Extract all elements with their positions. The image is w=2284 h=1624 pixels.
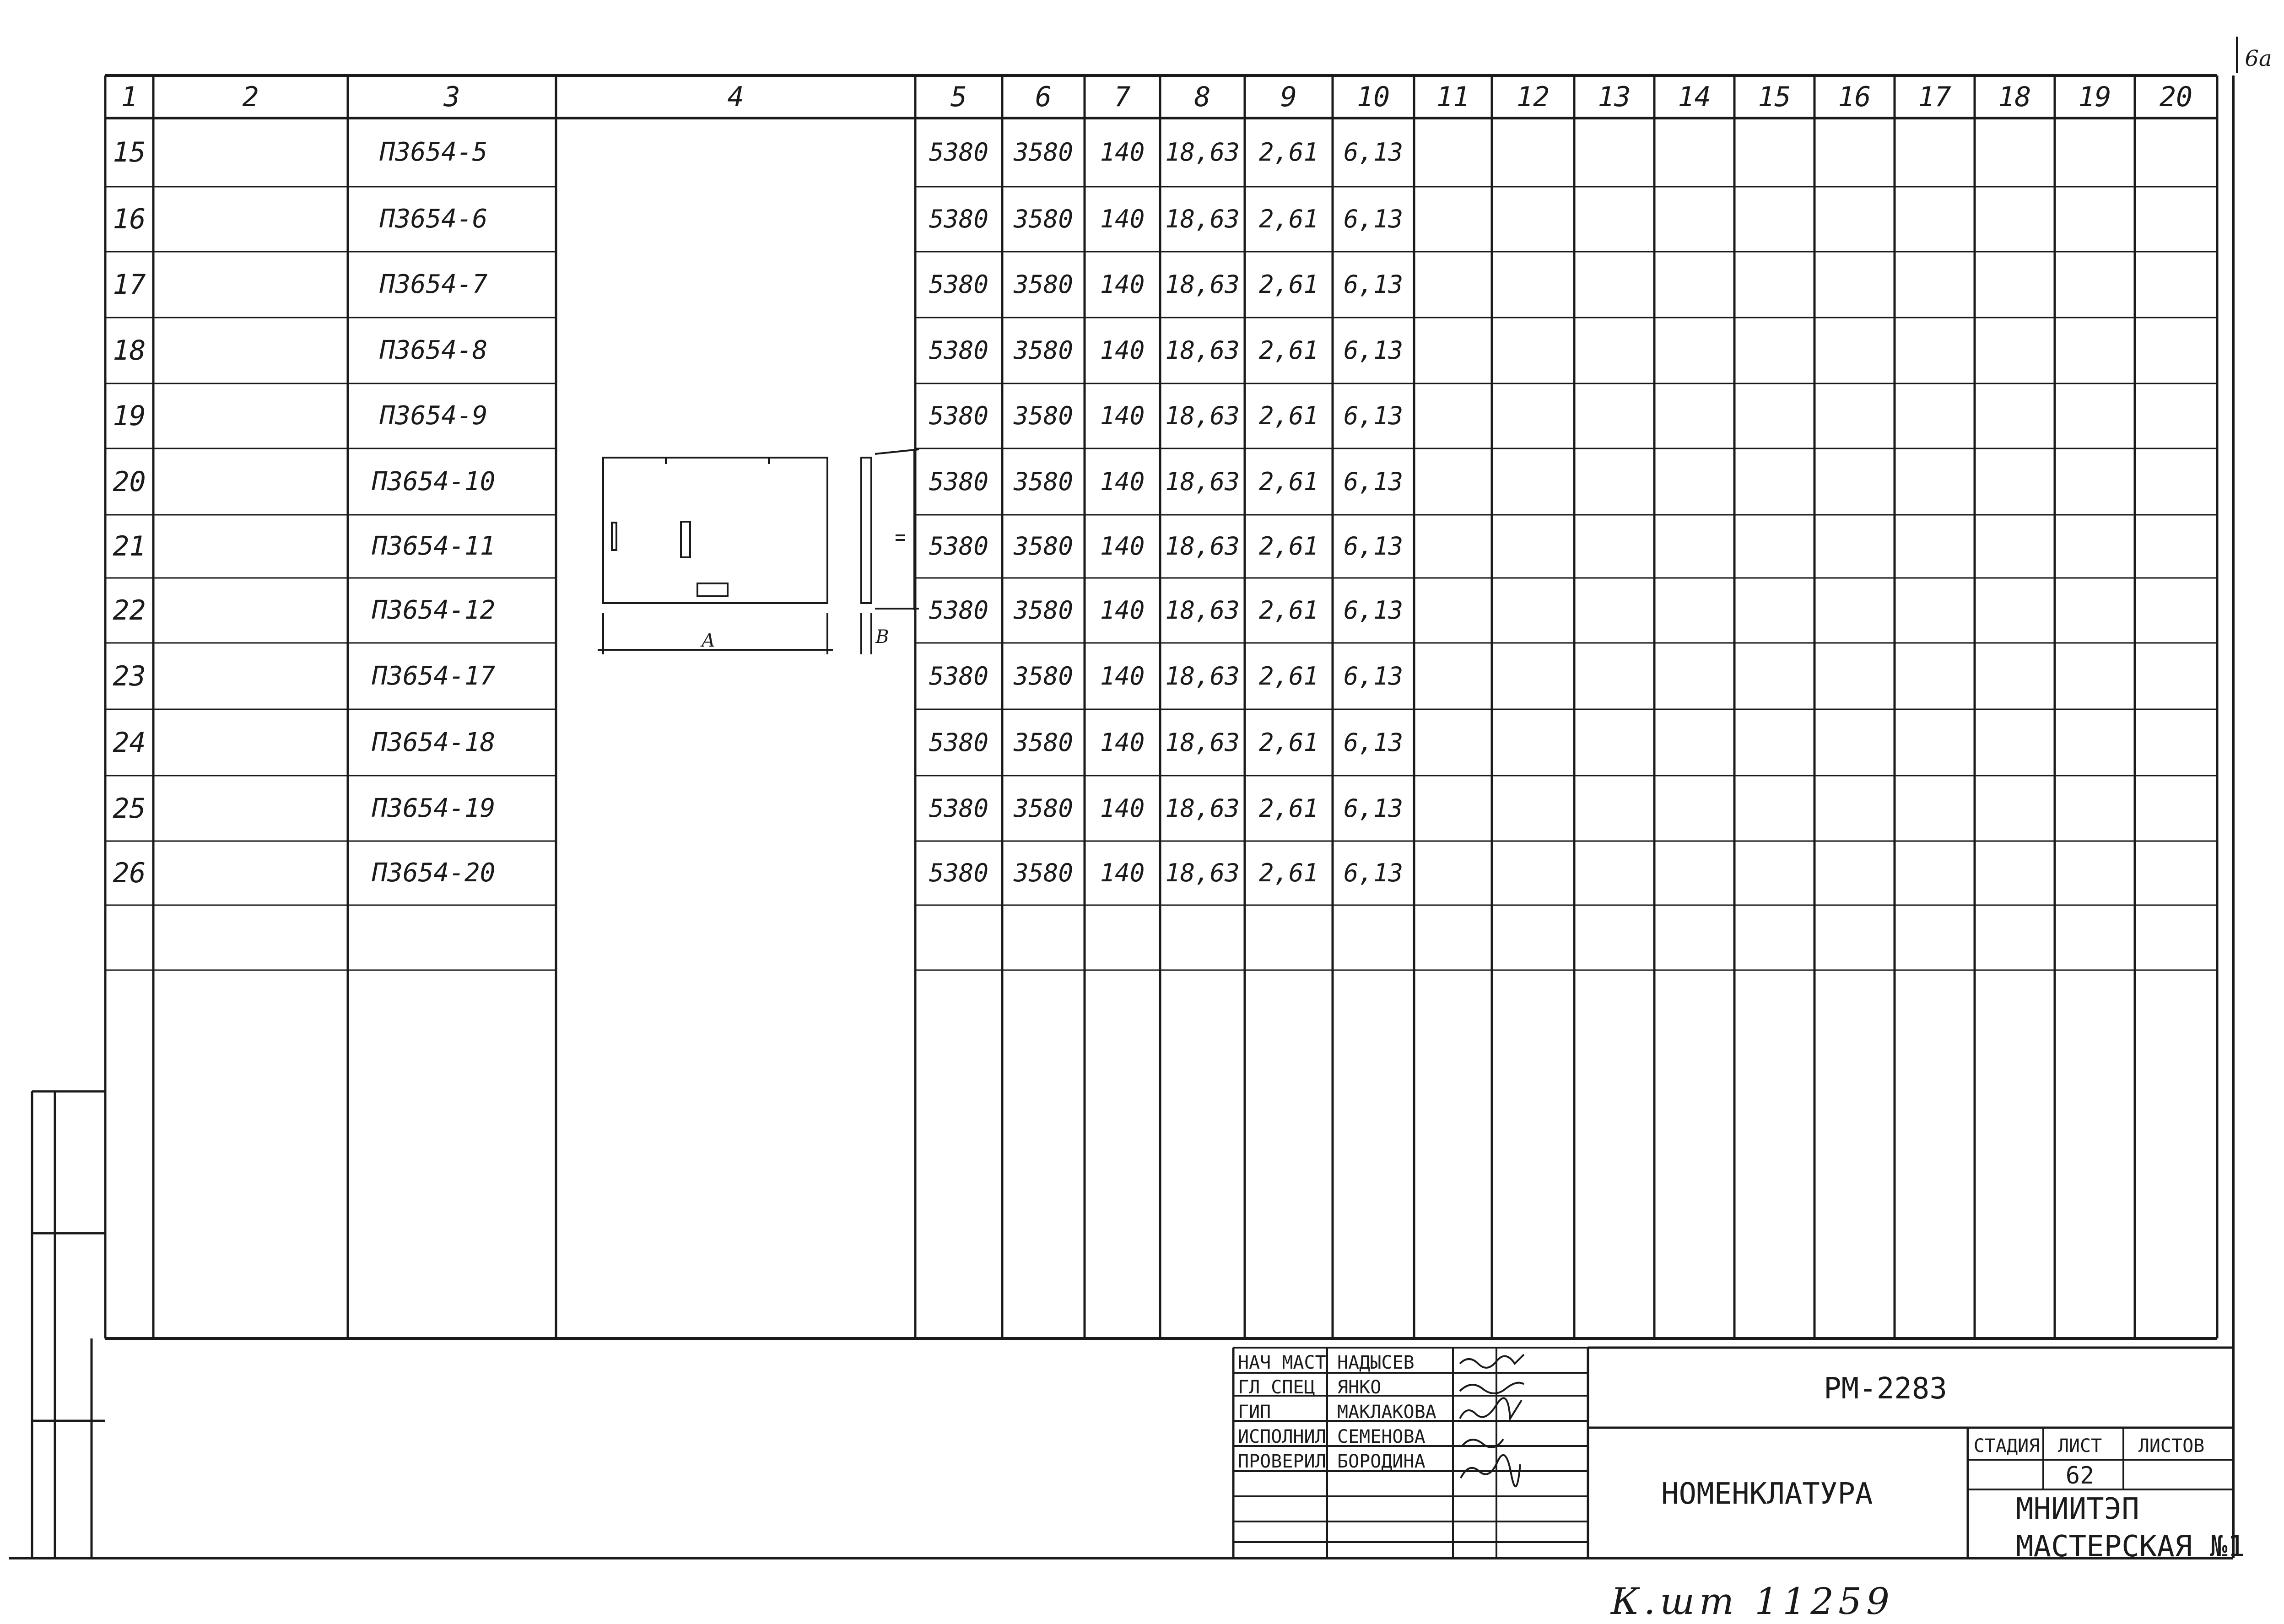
row-number: 23 <box>113 660 146 692</box>
sheets-label: ЛИСТОВ <box>2138 1435 2205 1457</box>
dim-label-a: A <box>702 630 715 651</box>
row-number: 26 <box>113 857 146 889</box>
row-cell-8: 18,63 <box>1165 467 1240 496</box>
row-mark: П3654-5 <box>379 137 488 167</box>
row-cell-5: 5380 <box>929 205 989 233</box>
row-number: 19 <box>113 400 146 432</box>
row-cell-5: 5380 <box>929 138 989 167</box>
row-cell-9: 2,61 <box>1258 793 1319 823</box>
row-number: 22 <box>113 594 146 626</box>
row-cell-6: 3580 <box>1013 205 1074 233</box>
column-header-5: 5 <box>950 81 967 113</box>
column-header-10: 10 <box>1356 81 1390 113</box>
dim-label-b: B <box>875 626 889 647</box>
row-cell-6: 3580 <box>1013 467 1074 496</box>
row-mark: П3654-19 <box>372 793 496 823</box>
row-cell-7: 140 <box>1100 793 1145 823</box>
name-3: МАКЛАКОВА <box>1337 1402 1436 1423</box>
panel-slot-left <box>612 523 616 550</box>
row-cell-8: 18,63 <box>1165 270 1240 299</box>
row-cell-10: 6,13 <box>1343 401 1404 430</box>
row-cell-8: 18,63 <box>1165 336 1240 365</box>
row-mark: П3654-17 <box>372 661 496 691</box>
row-cell-7: 140 <box>1100 138 1145 167</box>
row-number: 15 <box>113 136 146 168</box>
column-header-11: 11 <box>1436 81 1470 113</box>
row-cell-10: 6,13 <box>1343 532 1404 561</box>
column-header-7: 7 <box>1114 81 1131 113</box>
row-number: 18 <box>113 335 146 367</box>
row-cell-6: 3580 <box>1013 728 1074 757</box>
stage-label: СТАДИЯ <box>1973 1435 2040 1457</box>
panel-sketch <box>598 449 919 654</box>
signature-1 <box>1460 1354 1524 1368</box>
name-1: НАДЫСЕВ <box>1337 1352 1415 1373</box>
doc-code: РМ-2283 <box>1824 1372 1947 1406</box>
row-cell-8: 18,63 <box>1165 858 1240 887</box>
role-5: ПРОВЕРИЛ <box>1238 1451 1326 1472</box>
column-header-8: 8 <box>1194 81 1211 113</box>
column-header-12: 12 <box>1516 81 1550 113</box>
row-cell-8: 18,63 <box>1165 532 1240 561</box>
column-header-6: 6 <box>1035 81 1052 113</box>
row-cell-9: 2,61 <box>1258 205 1319 233</box>
row-cell-10: 6,13 <box>1343 270 1404 299</box>
row-cell-10: 6,13 <box>1343 205 1404 233</box>
row-cell-7: 140 <box>1100 532 1145 561</box>
name-5: БОРОДИНА <box>1337 1451 1425 1472</box>
column-header-9: 9 <box>1280 81 1297 113</box>
column-header-4: 4 <box>727 81 744 113</box>
row-cell-9: 2,61 <box>1258 532 1319 561</box>
column-header-3: 3 <box>443 81 460 113</box>
row-cell-5: 5380 <box>929 858 989 887</box>
role-3: ГИП <box>1238 1402 1271 1423</box>
column-header-2: 2 <box>242 81 259 113</box>
row-cell-6: 3580 <box>1013 532 1074 561</box>
column-header-17: 17 <box>1918 81 1951 113</box>
row-cell-5: 5380 <box>929 401 989 430</box>
sheet-title: НОМЕНКЛАТУРА <box>1661 1477 1873 1511</box>
row-cell-8: 18,63 <box>1165 661 1240 691</box>
row-number: 16 <box>113 203 146 235</box>
sheet-number: 62 <box>2065 1462 2095 1489</box>
sheet-label: ЛИСТ <box>2057 1435 2102 1457</box>
row-cell-6: 3580 <box>1013 138 1074 167</box>
row-mark: П3654-20 <box>372 858 496 888</box>
row-cell-6: 3580 <box>1013 596 1074 625</box>
footer-handwriting: К.шт 11259 <box>1611 1580 1894 1623</box>
row-mark: П3654-7 <box>379 270 488 299</box>
column-header-1: 1 <box>121 81 138 113</box>
column-header-14: 14 <box>1678 81 1711 113</box>
row-cell-7: 140 <box>1100 336 1145 365</box>
row-mark: П3654-12 <box>372 595 496 625</box>
column-header-18: 18 <box>1998 81 2031 113</box>
row-cell-9: 2,61 <box>1258 728 1319 757</box>
panel-outline <box>603 458 827 603</box>
row-mark: П3654-18 <box>372 727 496 757</box>
row-mark: П3654-11 <box>372 531 496 561</box>
role-2: ГЛ СПЕЦ <box>1238 1377 1315 1398</box>
row-cell-10: 6,13 <box>1343 728 1404 757</box>
row-cell-7: 140 <box>1100 728 1145 757</box>
row-cell-6: 3580 <box>1013 401 1074 430</box>
row-cell-8: 18,63 <box>1165 728 1240 757</box>
page-number: 6a <box>2245 46 2272 71</box>
row-number: 20 <box>113 465 146 498</box>
signature-2 <box>1460 1383 1524 1393</box>
column-header-15: 15 <box>1758 81 1791 113</box>
row-cell-10: 6,13 <box>1343 793 1404 823</box>
row-cell-5: 5380 <box>929 728 989 757</box>
row-cell-9: 2,61 <box>1258 858 1319 887</box>
row-cell-5: 5380 <box>929 270 989 299</box>
row-cell-8: 18,63 <box>1165 401 1240 430</box>
row-cell-7: 140 <box>1100 401 1145 430</box>
row-cell-8: 18,63 <box>1165 138 1240 167</box>
row-number: 21 <box>113 530 146 562</box>
row-cell-10: 6,13 <box>1343 467 1404 496</box>
panel-bottom-slot <box>697 583 728 596</box>
row-cell-6: 3580 <box>1013 336 1074 365</box>
row-cell-6: 3580 <box>1013 793 1074 823</box>
row-cell-9: 2,61 <box>1258 138 1319 167</box>
row-cell-6: 3580 <box>1013 270 1074 299</box>
section-dim-tick-top <box>875 449 919 454</box>
row-cell-5: 5380 <box>929 467 989 496</box>
row-cell-6: 3580 <box>1013 661 1074 691</box>
panel-opening <box>681 522 690 557</box>
signature-3 <box>1460 1398 1522 1419</box>
row-cell-8: 18,63 <box>1165 793 1240 823</box>
row-cell-9: 2,61 <box>1258 270 1319 299</box>
row-cell-7: 140 <box>1100 205 1145 233</box>
row-cell-8: 18,63 <box>1165 205 1240 233</box>
org-line-2: МАСТЕРСКАЯ №1 <box>2016 1530 2245 1564</box>
row-mark: П3654-9 <box>379 401 488 431</box>
org-line-1: МНИИТЭП <box>2016 1492 2139 1526</box>
row-cell-8: 18,63 <box>1165 596 1240 625</box>
row-cell-10: 6,13 <box>1343 858 1404 887</box>
row-cell-6: 3580 <box>1013 858 1074 887</box>
row-cell-10: 6,13 <box>1343 138 1404 167</box>
name-4: СЕМЕНОВА <box>1337 1426 1425 1447</box>
row-cell-5: 5380 <box>929 661 989 691</box>
column-header-20: 20 <box>2159 81 2193 113</box>
row-cell-9: 2,61 <box>1258 596 1319 625</box>
panel-section <box>861 458 871 603</box>
row-number: 17 <box>113 269 146 301</box>
row-cell-5: 5380 <box>929 336 989 365</box>
row-number: 25 <box>113 792 146 825</box>
column-header-16: 16 <box>1838 81 1871 113</box>
name-2: ЯНКО <box>1337 1377 1382 1398</box>
row-mark: П3654-10 <box>372 466 496 496</box>
row-cell-7: 140 <box>1100 467 1145 496</box>
row-cell-10: 6,13 <box>1343 596 1404 625</box>
row-mark: П3654-8 <box>379 335 488 365</box>
row-cell-5: 5380 <box>929 793 989 823</box>
row-cell-9: 2,61 <box>1258 661 1319 691</box>
row-cell-10: 6,13 <box>1343 336 1404 365</box>
row-cell-9: 2,61 <box>1258 401 1319 430</box>
row-cell-5: 5380 <box>929 596 989 625</box>
row-cell-9: 2,61 <box>1258 336 1319 365</box>
row-cell-7: 140 <box>1100 270 1145 299</box>
row-mark: П3654-6 <box>379 204 488 234</box>
row-cell-5: 5380 <box>929 532 989 561</box>
row-number: 24 <box>113 726 146 759</box>
column-header-13: 13 <box>1598 81 1631 113</box>
role-1: НАЧ МАСТ <box>1238 1352 1326 1373</box>
row-cell-9: 2,61 <box>1258 467 1319 496</box>
row-cell-10: 6,13 <box>1343 661 1404 691</box>
row-cell-7: 140 <box>1100 661 1145 691</box>
row-cell-7: 140 <box>1100 858 1145 887</box>
row-cell-7: 140 <box>1100 596 1145 625</box>
column-header-19: 19 <box>2078 81 2111 113</box>
role-4: ИСПОЛНИЛ <box>1238 1426 1326 1447</box>
